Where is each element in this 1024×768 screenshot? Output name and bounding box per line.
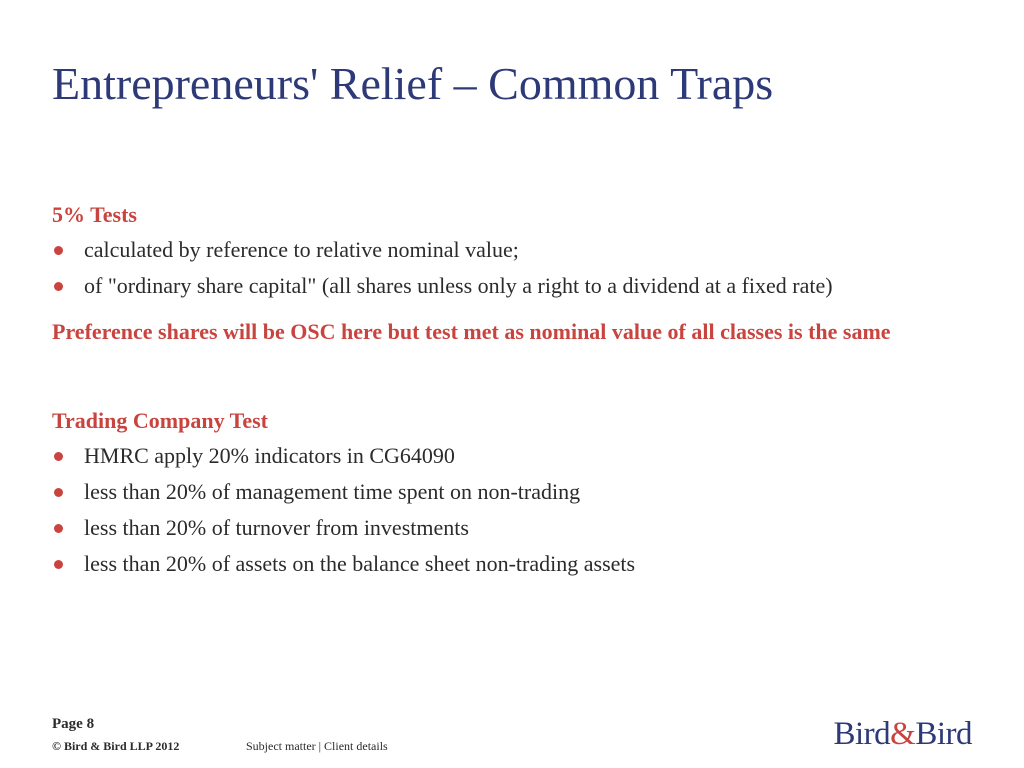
logo-word-2: Bird (915, 716, 972, 752)
bird-and-bird-logo (833, 714, 972, 754)
list-item (52, 270, 952, 302)
slide-content (52, 200, 952, 580)
slide-title: Entrepreneurs' Relief – Common Traps (52, 58, 774, 109)
copyright-text: © Bird & Bird LLP 2012 (52, 739, 180, 753)
bullet-icon (54, 282, 63, 291)
list-item (52, 476, 952, 508)
list-item (52, 440, 952, 472)
bullet-icon (54, 246, 63, 255)
bullet-text: calculated by reference to relative nominal value; (84, 237, 519, 262)
logo-ampersand: & (890, 716, 916, 752)
list-item (52, 234, 952, 266)
bullet-icon (54, 560, 63, 569)
bullet-text: less than 20% of management time spent on non-trading (84, 479, 581, 504)
bullet-icon (54, 452, 63, 461)
bullet-text: less than 20% of turnover from investments (84, 515, 469, 540)
bullet-text: less than 20% of assets on the balance sheet non-trading assets (84, 551, 636, 576)
section-heading-trading-company-test: Trading Company Test (52, 408, 268, 433)
bullet-icon (54, 488, 63, 497)
list-item (52, 548, 952, 580)
highlight-note: Preference shares will be OSC here but test met as nominal value of all classes is the same (52, 319, 891, 344)
section-heading-5pct-tests: 5% Tests (52, 202, 137, 227)
list-item (52, 512, 952, 544)
bullet-list-5pct-tests (52, 234, 952, 302)
subject-client-details: Subject matter | Client details (246, 739, 388, 753)
logo-word-1: Bird (833, 716, 891, 752)
bullet-list-trading-company-test (52, 440, 952, 580)
page-number: Page 8 (52, 716, 95, 732)
bullet-text: HMRC apply 20% indicators in CG64090 (84, 443, 455, 468)
section-spacer (52, 348, 952, 406)
bullet-text: of "ordinary share capital" (all shares unless only a right to a dividend at a fixed rate) (84, 273, 833, 298)
bullet-icon (54, 524, 63, 533)
